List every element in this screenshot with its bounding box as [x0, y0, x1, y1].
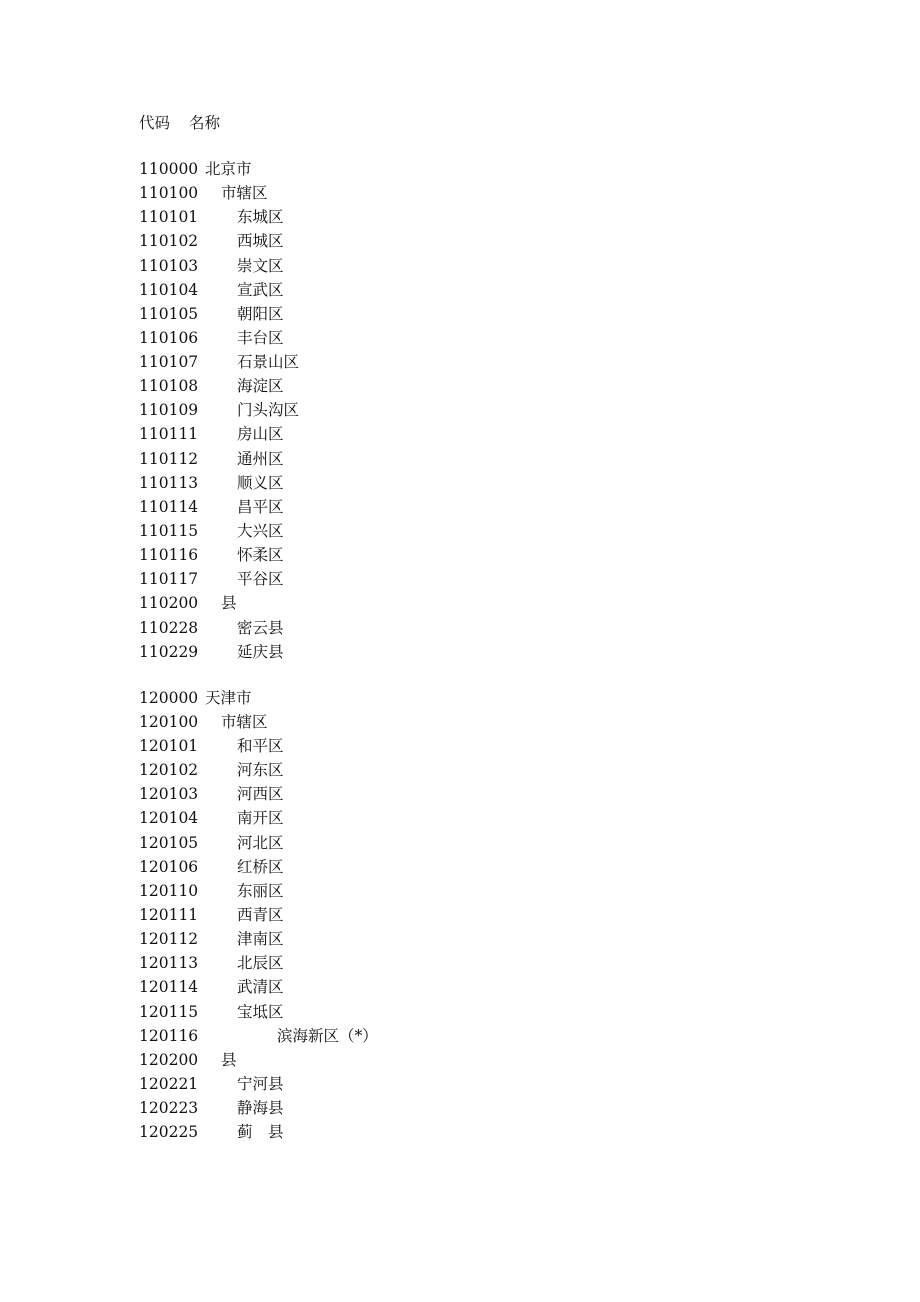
region-name: 北京市 [205, 159, 252, 178]
region-code: 120110 [139, 881, 199, 900]
region-code: 110115 [139, 522, 199, 541]
region-code: 110102 [139, 232, 199, 251]
region-name: 崇文区 [237, 256, 284, 275]
region-name: 海淀区 [237, 377, 284, 396]
region-code: 120112 [139, 930, 199, 949]
code-row [139, 1096, 378, 1120]
code-row [139, 495, 378, 519]
region-code: 120111 [139, 905, 199, 924]
region-code: 110116 [139, 546, 199, 565]
code-row [139, 591, 378, 615]
region-code: 120106 [139, 857, 199, 876]
code-row [139, 374, 378, 398]
region-code: 120100 [139, 712, 199, 731]
region-code: 110117 [139, 570, 199, 589]
region-code: 110000 [139, 159, 199, 178]
code-row [139, 543, 378, 567]
region-code: 110113 [139, 473, 199, 492]
region-name: 通州区 [237, 449, 284, 468]
region-code: 110200 [139, 594, 199, 613]
region-name: 房山区 [237, 425, 284, 444]
region-name: 朝阳区 [237, 304, 284, 323]
region-code: 120223 [139, 1099, 199, 1118]
region-code: 120000 [139, 688, 199, 707]
region-name: 和平区 [237, 736, 284, 755]
region-name: 河西区 [237, 785, 284, 804]
region-name: 顺义区 [237, 473, 284, 492]
code-row [139, 710, 378, 734]
code-row [139, 447, 378, 471]
region-code: 110229 [139, 642, 199, 661]
code-list [139, 135, 378, 1144]
region-code: 120113 [139, 954, 199, 973]
region-name: 市辖区 [221, 712, 268, 731]
code-row [139, 855, 378, 879]
code-row [139, 734, 378, 758]
code-row [139, 1000, 378, 1024]
code-row [139, 422, 378, 446]
region-code: 110108 [139, 377, 199, 396]
region-name: 河东区 [237, 761, 284, 780]
code-row [139, 254, 378, 278]
code-row [139, 1120, 378, 1144]
region-name: 西城区 [237, 232, 284, 251]
code-row [139, 640, 378, 664]
code-row [139, 1048, 378, 1072]
region-code: 120105 [139, 833, 199, 852]
region-name: 河北区 [237, 833, 284, 852]
region-name: 滨海新区（*） [277, 1026, 378, 1045]
region-name: 延庆县 [237, 642, 284, 661]
region-name: 东城区 [237, 208, 284, 227]
code-row [139, 879, 378, 903]
region-code-document [139, 111, 378, 1144]
region-code: 110107 [139, 353, 199, 372]
code-row [139, 471, 378, 495]
region-name: 西青区 [237, 905, 284, 924]
code-row [139, 903, 378, 927]
region-name: 南开区 [237, 809, 284, 828]
code-row [139, 229, 378, 253]
region-name: 平谷区 [237, 570, 284, 589]
region-code: 110228 [139, 618, 199, 637]
region-code: 110109 [139, 401, 199, 420]
region-name: 蓟 县 [237, 1123, 284, 1142]
region-name: 县 [221, 1050, 237, 1069]
code-row [139, 302, 378, 326]
region-code: 110101 [139, 208, 199, 227]
code-row [139, 278, 378, 302]
code-row [139, 975, 378, 999]
region-code: 110105 [139, 304, 199, 323]
code-row [139, 350, 378, 374]
code-row [139, 326, 378, 350]
code-row [139, 831, 378, 855]
code-row [139, 1024, 378, 1048]
code-row [139, 157, 378, 181]
region-name: 静海县 [237, 1099, 284, 1118]
region-code: 110103 [139, 256, 199, 275]
region-code: 120200 [139, 1050, 199, 1069]
code-row [139, 205, 378, 229]
region-name: 门头沟区 [237, 401, 300, 420]
region-name: 宝坻区 [237, 1002, 284, 1021]
region-code: 110111 [139, 425, 199, 444]
code-column-heading: 代码 [139, 114, 171, 132]
region-name: 县 [221, 594, 237, 613]
code-row [139, 181, 378, 205]
region-name: 怀柔区 [237, 546, 284, 565]
region-code: 120101 [139, 736, 199, 755]
code-row [139, 398, 378, 422]
region-name: 昌平区 [237, 497, 284, 516]
code-row [139, 1072, 378, 1096]
column-header [139, 111, 378, 135]
region-name: 红桥区 [237, 857, 284, 876]
code-row [139, 758, 378, 782]
region-code: 120225 [139, 1123, 199, 1142]
region-code: 120102 [139, 761, 199, 780]
region-name: 市辖区 [221, 184, 268, 203]
region-name: 北辰区 [237, 954, 284, 973]
code-row [139, 616, 378, 640]
region-code: 120104 [139, 809, 199, 828]
region-name: 武清区 [237, 978, 284, 997]
code-row [139, 806, 378, 830]
code-row [139, 686, 378, 710]
region-code: 120103 [139, 785, 199, 804]
code-row [139, 927, 378, 951]
name-column-heading: 名称 [189, 114, 221, 132]
section-spacer [139, 664, 378, 686]
region-name: 天津市 [205, 688, 252, 707]
region-code: 120115 [139, 1002, 199, 1021]
section-spacer [139, 135, 378, 157]
code-row [139, 951, 378, 975]
region-name: 宁河县 [237, 1074, 284, 1093]
region-code: 110100 [139, 184, 199, 203]
region-code: 110106 [139, 328, 199, 347]
code-row [139, 567, 378, 591]
region-name: 宣武区 [237, 280, 284, 299]
region-code: 120221 [139, 1074, 199, 1093]
region-code: 110112 [139, 449, 199, 468]
region-name: 东丽区 [237, 881, 284, 900]
region-name: 丰台区 [237, 328, 284, 347]
region-code: 120116 [139, 1026, 199, 1045]
region-code: 110114 [139, 497, 199, 516]
region-code: 110104 [139, 280, 199, 299]
region-name: 石景山区 [237, 353, 300, 372]
region-code: 120114 [139, 978, 199, 997]
region-name: 密云县 [237, 618, 284, 637]
code-row [139, 519, 378, 543]
region-name: 大兴区 [237, 522, 284, 541]
region-name: 津南区 [237, 930, 284, 949]
code-row [139, 782, 378, 806]
